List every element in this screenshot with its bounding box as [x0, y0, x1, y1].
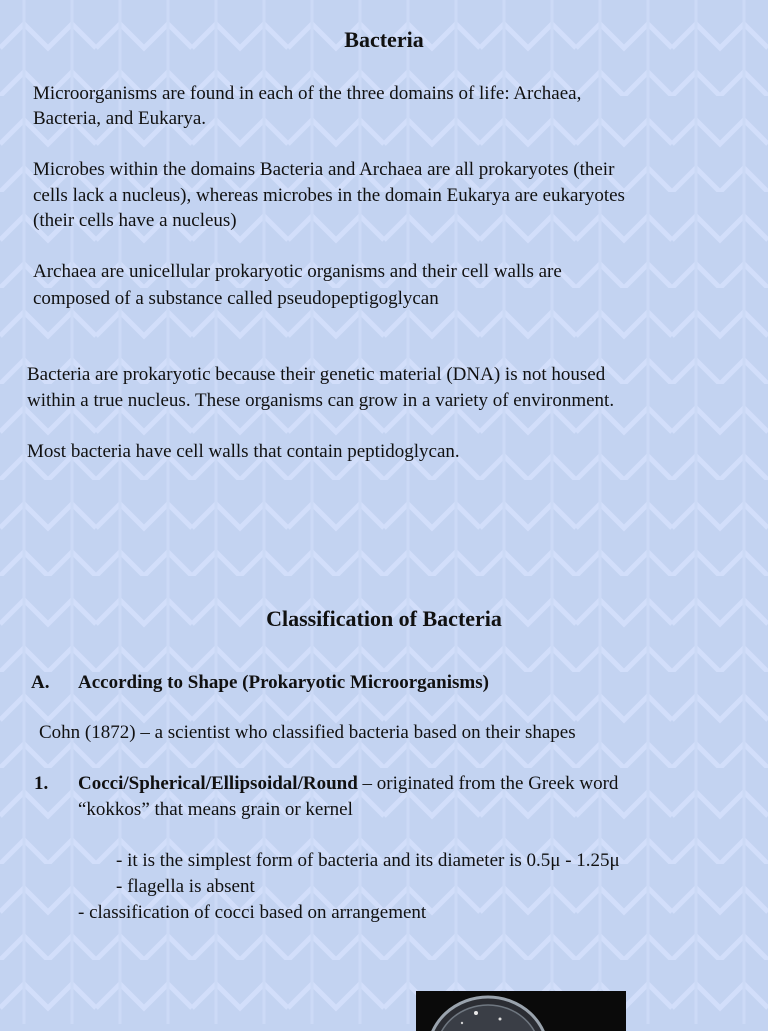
paragraph-prokaryotes-line-3: (their cells have a nucleus)	[33, 210, 237, 231]
paragraph-cell-walls: Most bacteria have cell walls that contain peptidoglycan.	[27, 441, 460, 462]
paragraph-domains-line-1: Microorganisms are found in each of the three domains of life: Archaea,	[33, 83, 582, 104]
paragraph-bacteria-line-1: Bacteria are prokaryotic because their genetic material (DNA) is not housed	[27, 364, 606, 385]
paragraph-archaea-line-2: composed of a substance called pseudopeptigoglycan	[33, 288, 439, 309]
bullet-arrangement: - classification of cocci based on arrangement	[78, 902, 427, 923]
item-cocci-origin: – originated from the Greek word	[357, 773, 619, 794]
list-marker-a: A.	[31, 672, 50, 693]
item-cocci-term: Cocci/Spherical/Ellipsoidal/Round	[78, 773, 358, 794]
heading-shape: According to Shape (Prokaryotic Microorganisms)	[78, 672, 489, 693]
bullet-diameter: - it is the simplest form of bacteria and its diameter is 0.5μ - 1.25μ	[116, 850, 620, 871]
paragraph-bacteria-line-2: within a true nucleus. These organisms can grow in a variety of environment.	[27, 390, 615, 411]
page-title: Bacteria	[344, 27, 424, 52]
item-cocci-line-2: “kokkos” that means grain or kernel	[78, 799, 353, 820]
paragraph-domains-line-2: Bacteria, and Eukarya.	[33, 108, 207, 129]
item-cocci-line-1	[78, 771, 618, 797]
paragraph-archaea-line-1: Archaea are unicellular prokaryotic organisms and their cell walls are	[33, 261, 562, 282]
list-number-1: 1.	[34, 773, 49, 794]
paragraph-prokaryotes-line-1: Microbes within the domains Bacteria and Archaea are all prokaryotes (their	[33, 159, 615, 180]
paragraph-cohn: Cohn (1872) – a scientist who classified bacteria based on their shapes	[39, 722, 576, 743]
bullet-flagella: - flagella is absent	[116, 876, 255, 897]
petri-dish-image	[416, 991, 626, 1031]
section-title-classification: Classification of Bacteria	[266, 606, 502, 631]
paragraph-prokaryotes-line-2: cells lack a nucleus), whereas microbes in the domain Eukarya are eukaryotes	[33, 185, 625, 206]
